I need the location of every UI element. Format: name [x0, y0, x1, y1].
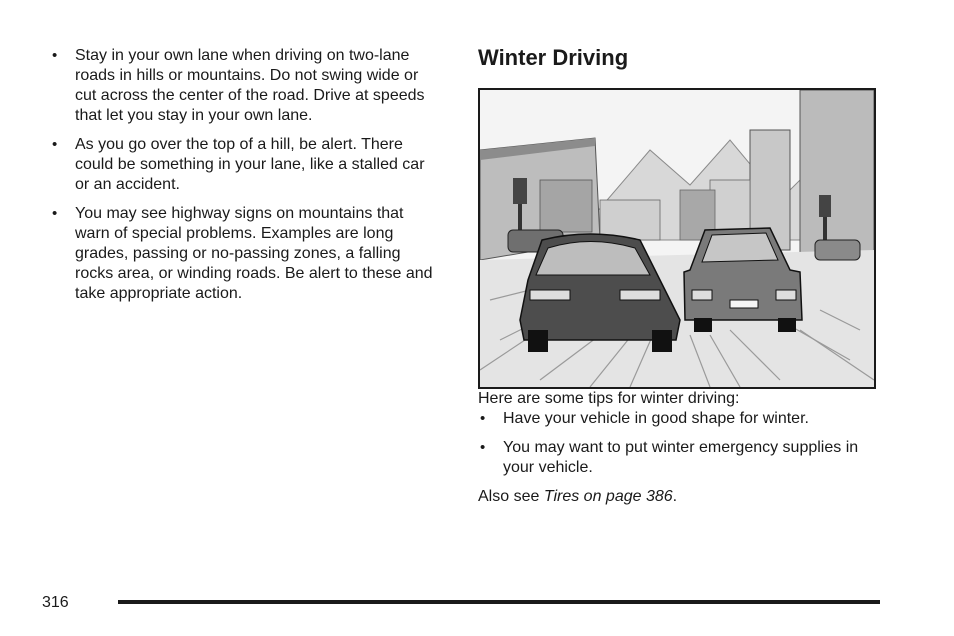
- winter-street-scene: [480, 90, 874, 387]
- footer-rule: [118, 600, 880, 604]
- cross-reference-suffix: .: [672, 488, 678, 505]
- cross-reference-link[interactable]: Tires on page 386: [543, 488, 673, 505]
- list-item: [50, 204, 442, 304]
- cross-reference: [478, 487, 880, 507]
- left-column: [50, 46, 442, 313]
- section-heading: Winter Driving: [478, 45, 629, 70]
- list-item-text: You may see highway signs on mountains that warn of special problems. Examples are long grades, passing or no-passing zones, a falling rocks area, or winding roads. Be alert to these and take appropriate action.: [75, 205, 433, 302]
- bullet-icon: •: [52, 47, 58, 64]
- list-item-text: Have your vehicle in good shape for winter.: [503, 410, 809, 427]
- list-item-text: Stay in your own lane when driving on two-lane roads in hills or mountains. Do not swing wide or cut across the center of the road. Drive at speeds that let you stay in your own lane.: [75, 47, 425, 124]
- winter-driving-illustration: [478, 88, 876, 389]
- list-item: [50, 46, 442, 126]
- list-item: [478, 438, 880, 478]
- list-item-text: You may want to put winter emergency supplies in your vehicle.: [503, 439, 859, 476]
- list-item: [50, 135, 442, 195]
- bullet-icon: •: [52, 205, 58, 222]
- left-bullet-list: [50, 46, 442, 304]
- cross-reference-prefix: Also see: [478, 488, 544, 505]
- right-column: [478, 44, 880, 507]
- intro-text: Here are some tips for winter driving:: [478, 390, 740, 407]
- bullet-icon: •: [480, 410, 486, 427]
- bullet-icon: •: [52, 136, 58, 153]
- tips-list: [478, 409, 880, 478]
- list-item-text: As you go over the top of a hill, be alert. There could be something in your lane, like a stalled car or an accident.: [75, 136, 425, 193]
- list-item: [478, 409, 880, 429]
- page-number: 316: [42, 594, 69, 611]
- bullet-icon: •: [480, 439, 486, 456]
